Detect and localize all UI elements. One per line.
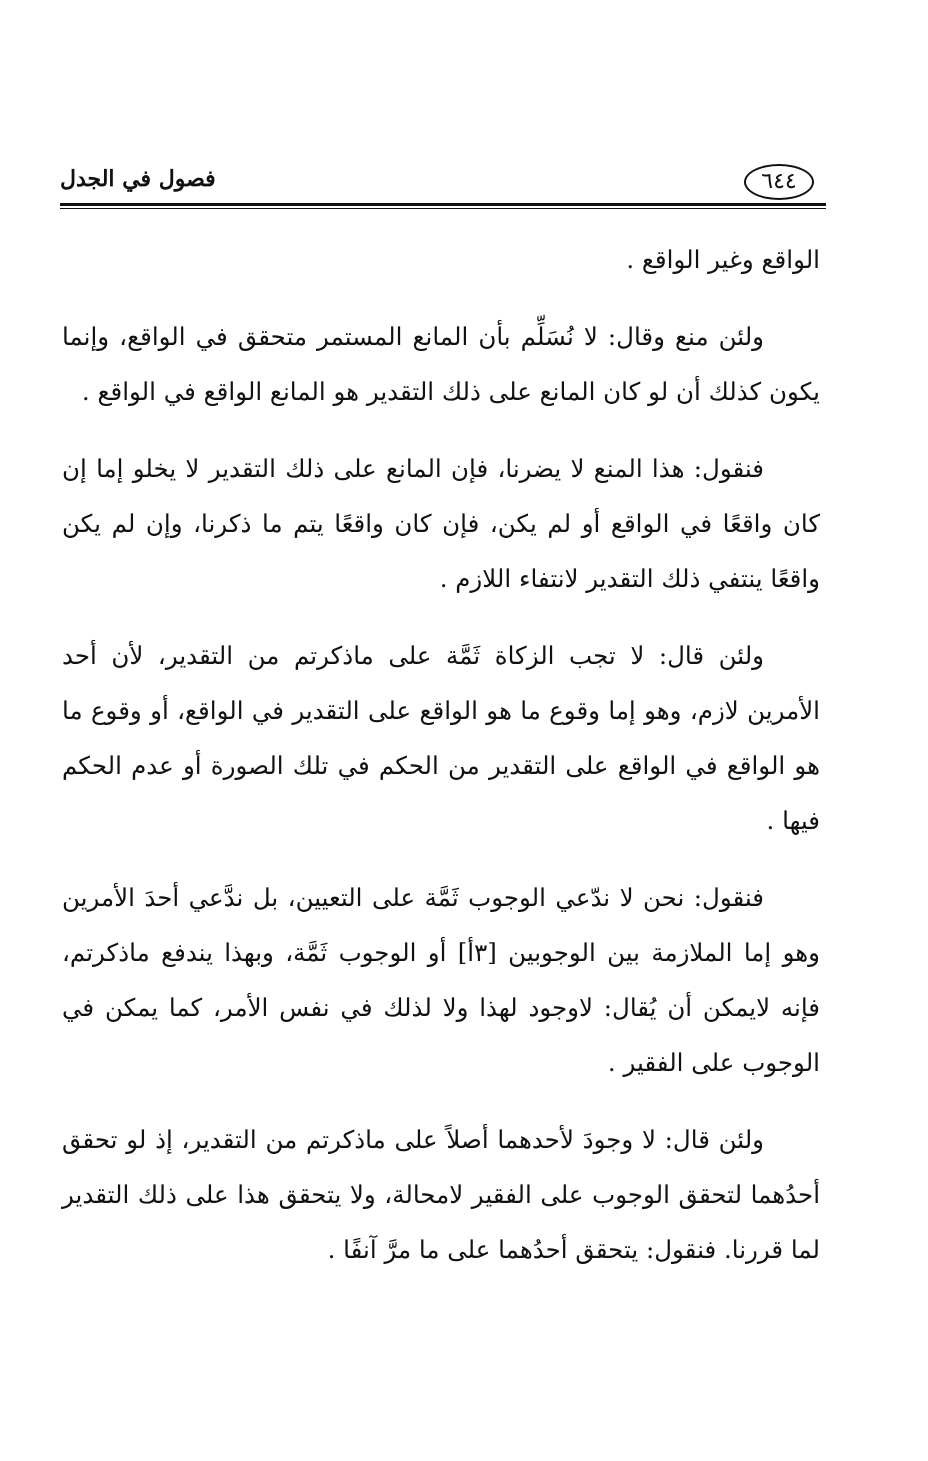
paragraph: ولئن منع وقال: لا نُسَلِّم بأن المانع المستمر متحقق في الواقع، وإنما يكون كذلك أن لو كان المانع على ذلك التقدير هو المانع الواقع في الواقع . xyxy=(62,322,820,406)
paragraph: ولئن قال: لا وجودَ لأحدهما أصلاً على ماذكرتم من التقدير، إذ لو تحقق أحدُهما لتحقق الوجوب على الفقير لامحالة، ولا يتحقق هذا على ذلك التقدير لما قررنا. فنقول: يتحقق أحدُهما على ما مرَّ آنفًا . xyxy=(62,1125,820,1264)
paragraph: ولئن قال: لا تجب الزكاة ثَمَّة على ماذكرتم من التقدير، لأن أحد الأمرين لازم، وهو إما وقوع ما هو الواقع على التقدير في الواقع، أو وقوع ما هو الواقع في الواقع على التقدير من الحكم في تلك الصورة أو عدم الحكم فيها . xyxy=(62,641,820,835)
paragraph: فنقول: نحن لا ندّعي الوجوب ثَمَّة على التعيين، بل ندَّعي أحدَ الأمرين وهو إما الملازمة بين الوجوبين [٣أ] أو الوجوب ثَمَّة، وبهذا يندفع ماذكرتم، فإنه لايمكن أن يُقال: لاوجود لهذا ولا لذلك في نفس الأمر، كما يمكن في الوجوب على الفقير . xyxy=(62,883,820,1077)
page-number: ٦٤٤ xyxy=(744,164,814,200)
body-text xyxy=(62,232,820,1299)
header-rule-thin xyxy=(60,208,826,209)
header-rule-thick xyxy=(60,203,826,206)
running-title: فصول في الجدل xyxy=(60,166,216,192)
paragraph: الواقع وغير الواقع . xyxy=(626,245,820,274)
paragraph: فنقول: هذا المنع لا يضرنا، فإن المانع على ذلك التقدير لا يخلو إما إن كان واقعًا في الواقع أو لم يكن، فإن كان واقعًا يتم ما ذكرنا، وإن لم يكن واقعًا ينتفي ذلك التقدير لانتفاء اللازم . xyxy=(62,454,820,593)
page-header xyxy=(60,158,826,202)
